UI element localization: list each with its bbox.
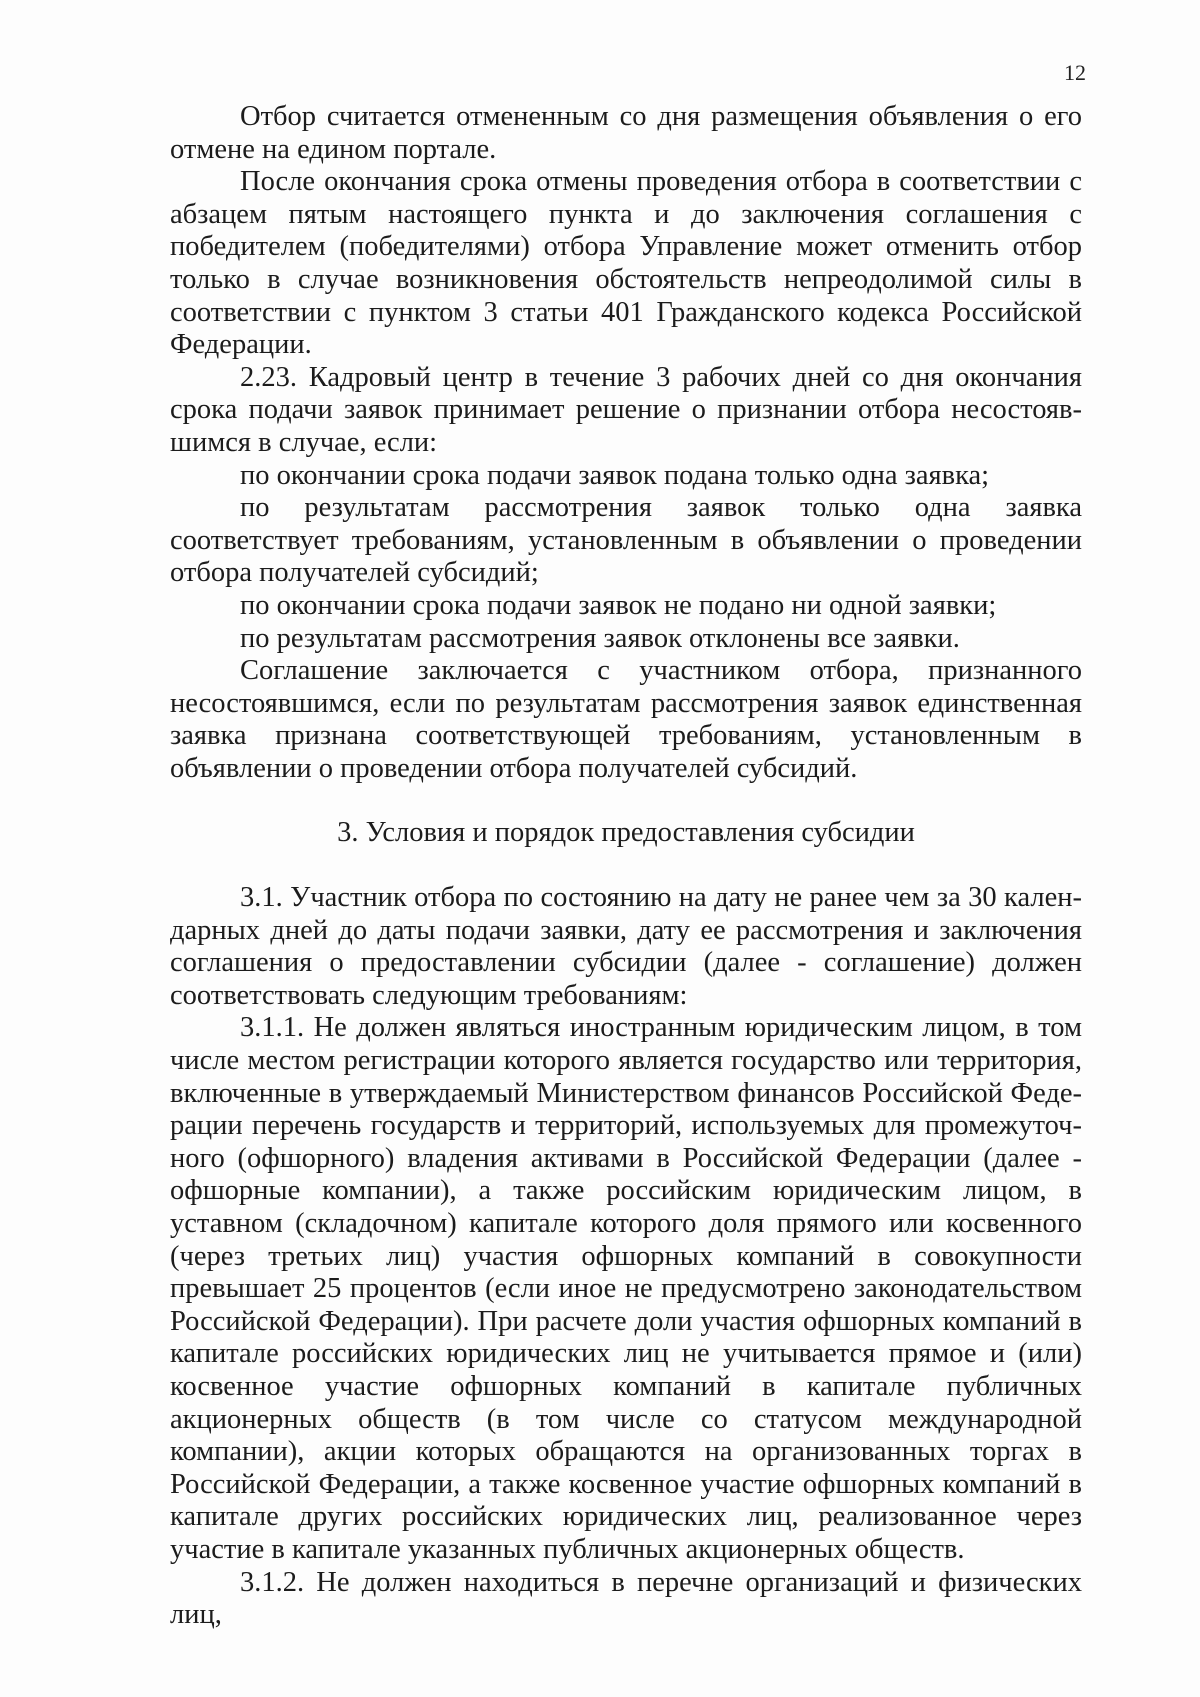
paragraph-condition-one-compliant: по результатам рассмотрения заявок только одна заявка соответствует требованиям, установленным в объявлении о проведении отбора получателей субсидий; <box>170 492 1082 589</box>
paragraph-condition-one-application: по окончании срока подачи заявок подана только одна заявка; <box>240 459 990 491</box>
paragraph-3-1-2: 3.1.2. Не должен находиться в перечне организаций и физических лиц, <box>170 1566 1082 1631</box>
page-number: 12 <box>1064 60 1086 85</box>
paragraph-2-23: 2.23. Кадровый центр в течение 3 рабочих дней со дня окончания срока подачи заявок принимает решение о признании отбора несостоявшимся в случае, если: <box>170 361 1082 458</box>
paragraph-3-1-1: 3.1.1. Не должен являться иностранным юридическим лицом, в том числе местом регистрации которого является государство или территория, включенные в утверждаемый Министерством финансов Российской Федерации перечень государств и территорий, используемых для промежуточного (офшорного) владения активами в Российской Федерации (далее - офшорные компании), а также российским юридическим лицом, в уставном (складочном) капитале которого доля прямого или косвенного (через третьих лиц) участия офшорных компаний в совокупности превышает 25 процентов (если иное не предусмотрено законодательством Российской Федерации). При расчете доли участия офшорных компаний в капитале российских юридических лиц не учитывается прямое и (или) косвенное участие офшорных компаний в капитале публичных акционерных обществ (в том числе со статусом международной компании), акции которых обращаются на организованных торгах в Российской Федерации, а также косвенное участие офшорных компаний в капитале других российских юридических лиц, реализованное через участие в капитале указанных публичных акционерных обществ. <box>170 1012 1082 1565</box>
document-body <box>170 101 1082 1632</box>
paragraph-agreement-failed-selection: Соглашение заключается с участником отбора, признанного несостоявшимся, если по результатам рассмотрения заявок единственная заявка признана соответствующей требованиям, установленным в объявлении о проведении отбора получателей субсидий. <box>170 655 1082 784</box>
section-heading: 3. Условия и порядок предоставления субсидии <box>337 817 915 849</box>
paragraph-condition-no-applications: по окончании срока подачи заявок не подано ни одной заявки; <box>240 589 997 621</box>
paragraph-cancel-force-majeure: После окончания срока отмены проведения отбора в соответствии с абзацем пятым настоящего пункта и до заключения соглашения с победителем (победителями) отбора Управление может отменить отбор только в случае возникновения обстоятельств непреодолимой силы в соответствии с пунктом 3 статьи 401 Гражданского кодекса Российской Федерации. <box>170 166 1082 361</box>
paragraph-cancel-effective: Отбор считается отмененным со дня размещения объявления о его отмене на едином портале. <box>170 101 1082 165</box>
paragraph-condition-all-rejected: по результатам рассмотрения заявок отклонены все заявки. <box>240 622 960 654</box>
paragraph-3-1: 3.1. Участник отбора по состоянию на дату не ранее чем за 30 календарных дней до даты подачи заявки, дату ее рассмотрения и заключения соглашения о предоставлении субсидии (далее - соглашение) должен соответствовать следующим требованиям: <box>170 882 1082 1011</box>
